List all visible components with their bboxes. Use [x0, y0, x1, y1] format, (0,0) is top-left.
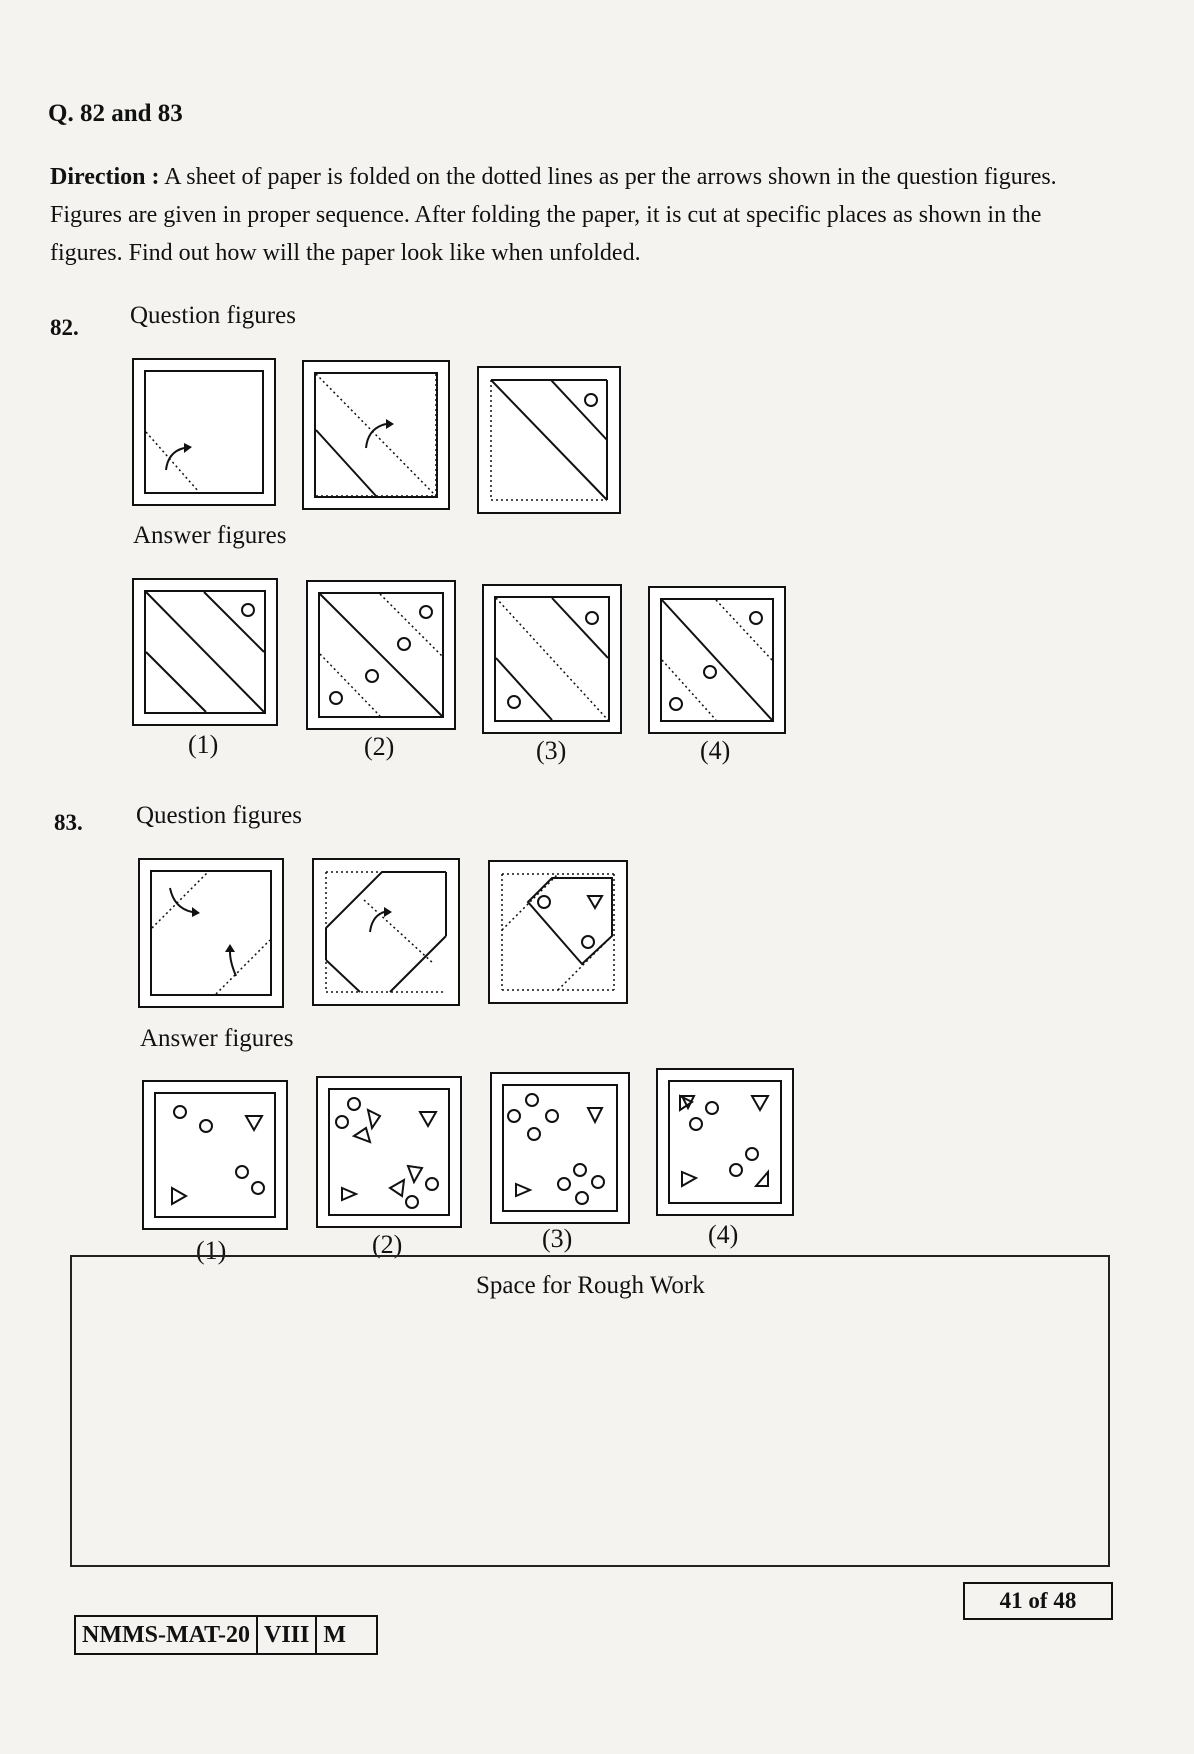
footer-code-box: [74, 1615, 378, 1655]
q83-question-figure-1: [138, 858, 284, 1008]
q83-option-label-4: (4): [708, 1220, 739, 1249]
q82-option-label-2: (2): [364, 732, 395, 761]
q83-answer-figure-2[interactable]: [316, 1076, 462, 1228]
q82-answer-figure-2[interactable]: [306, 580, 456, 730]
q82-question-label: Question figures: [130, 302, 296, 329]
question-heading: Q. 82 and 83: [48, 100, 183, 127]
q82-option-label-1: (1): [188, 730, 219, 759]
direction-text: A sheet of paper is folded on the dotted lines as per the arrows shown in the question figures. Figures are given in proper sequence. After folding the paper, it is cut at specific places as shown in the figures. Find out how will the paper look like when unfolded.: [50, 164, 1057, 266]
q82-answer-figure-1[interactable]: [132, 578, 278, 726]
page-number: 41 of 48: [963, 1582, 1113, 1620]
footer-code-class: VIII: [258, 1617, 317, 1653]
q82-answer-figure-4[interactable]: [648, 586, 786, 734]
q82-number: 82.: [50, 315, 79, 340]
q82-answer-figure-3[interactable]: [482, 584, 622, 734]
q83-answer-figure-4[interactable]: [656, 1068, 794, 1216]
q83-option-label-3: (3): [542, 1224, 573, 1253]
rough-work-title: Space for Rough Work: [476, 1272, 705, 1299]
q83-question-figure-2: [312, 858, 460, 1006]
rough-work-area[interactable]: [70, 1255, 1110, 1567]
q83-answer-figure-3[interactable]: [490, 1072, 630, 1224]
q83-number: 83.: [54, 810, 83, 835]
q82-question-figure-2: [302, 360, 450, 510]
direction-paragraph: [50, 158, 1095, 272]
q83-option-label-2: (2): [372, 1230, 403, 1259]
q83-question-label: Question figures: [136, 802, 302, 829]
q83-answer-figure-1[interactable]: [142, 1080, 288, 1230]
q82-question-figure-1: [132, 358, 276, 506]
direction-label: Direction :: [50, 164, 160, 190]
q82-question-figure-3: [477, 366, 621, 514]
q83-answer-label: Answer figures: [140, 1025, 294, 1052]
q83-question-figure-3: [488, 860, 628, 1004]
q82-option-label-3: (3): [536, 736, 567, 765]
footer-code-medium: M: [323, 1622, 346, 1648]
q83-option-label-1: (1): [196, 1236, 227, 1265]
q82-answer-label: Answer figures: [133, 522, 287, 549]
q82-option-label-4: (4): [700, 736, 731, 765]
footer-code-exam: NMMS-MAT-20: [76, 1617, 258, 1653]
